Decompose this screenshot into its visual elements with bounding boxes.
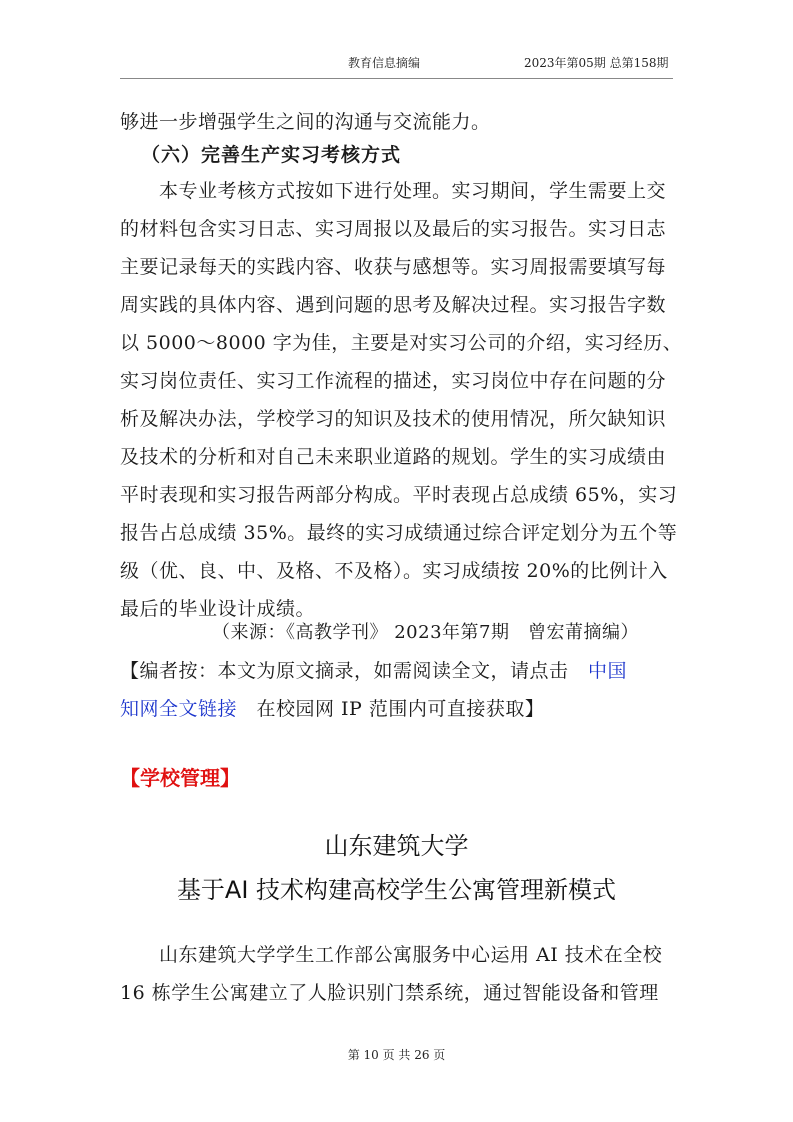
intro-line: 够进一步增强学生之间的沟通与交流能力。 — [120, 111, 491, 133]
paragraph-line: 级（优、良、中、及格、不及格）。实习成绩按 20%的比例计入 — [120, 560, 668, 582]
paragraph-line: 本专业考核方式按如下进行处理。实习期间，学生需要上交 — [120, 180, 667, 202]
paragraph-line: 报告占总成绩 35%。最终的实习成绩通过综合评定划分为五个等 — [120, 522, 678, 544]
editor-note-suffix: 在校园网 IP 范围内可直接获取】 — [237, 698, 545, 720]
editor-note-prefix: 【编者按：本文为原文摘录，如需阅读全文，请点击 — [120, 660, 589, 682]
article-title-line-2: 基于AI 技术构建高校学生公寓管理新模式 — [176, 876, 617, 904]
page-footer: 第 10 页 共 26 页 — [347, 1048, 446, 1062]
assessment-paragraph — [120, 172, 683, 628]
page-header — [0, 54, 793, 74]
paragraph-line: 16 栋学生公寓建立了人脸识别门禁系统，通过智能设备和管理 — [120, 982, 659, 1004]
header-divider — [120, 78, 673, 79]
intro-line-block — [120, 103, 675, 141]
paragraph-line: 的材料包含实习日志、实习周报以及最后的实习报告。实习日志 — [120, 218, 667, 240]
cnki-link-part-2[interactable]: 知网全文链接 — [120, 698, 238, 720]
paragraph-line: 山东建筑大学学生工作部公寓服务中心运用 AI 技术在全校 — [120, 944, 663, 966]
paragraph-line: 主要记录每天的实践内容、收获与感想等。实习周报需要填写每 — [120, 256, 667, 278]
section-heading: （六）完善生产实习考核方式 — [141, 144, 402, 166]
paragraph-line: 以 5000～8000 字为佳，主要是对实习公司的介绍，实习经历、 — [120, 332, 683, 354]
paragraph-line: 及技术的分析和对自己未来职业道路的规划。学生的实习成绩由 — [120, 446, 667, 468]
section-label-school-management: 【学校管理】 — [120, 766, 240, 790]
paragraph-line: 最后的毕业设计成绩。 — [120, 598, 316, 620]
paragraph-line: 平时表现和实习报告两部分构成。平时表现占总成绩 65%，实习 — [120, 484, 678, 506]
issue-number: 2023年第05期 总第158期 — [524, 56, 669, 70]
paragraph-line: 析及解决办法，学校学习的知识及技术的使用情况，所欠缺知识 — [120, 408, 667, 430]
source-citation: （来源：《高教学刊》 2023年第7期 曾宏莆摘编） — [212, 622, 639, 643]
paragraph-line: 周实践的具体内容、遇到问题的思考及解决过程。实习报告字数 — [120, 294, 667, 316]
article2-paragraph — [120, 936, 675, 1012]
article-title-line-1: 山东建筑大学 — [324, 832, 469, 860]
editor-note-line-1 — [120, 652, 680, 690]
editor-note-line-2 — [120, 690, 680, 728]
cnki-link-part-1[interactable]: 中国 — [588, 660, 628, 682]
paragraph-line: 实习岗位责任、实习工作流程的描述，实习岗位中存在问题的分 — [120, 370, 667, 392]
publication-name: 教育信息摘编 — [348, 56, 421, 70]
editor-note — [120, 652, 680, 728]
